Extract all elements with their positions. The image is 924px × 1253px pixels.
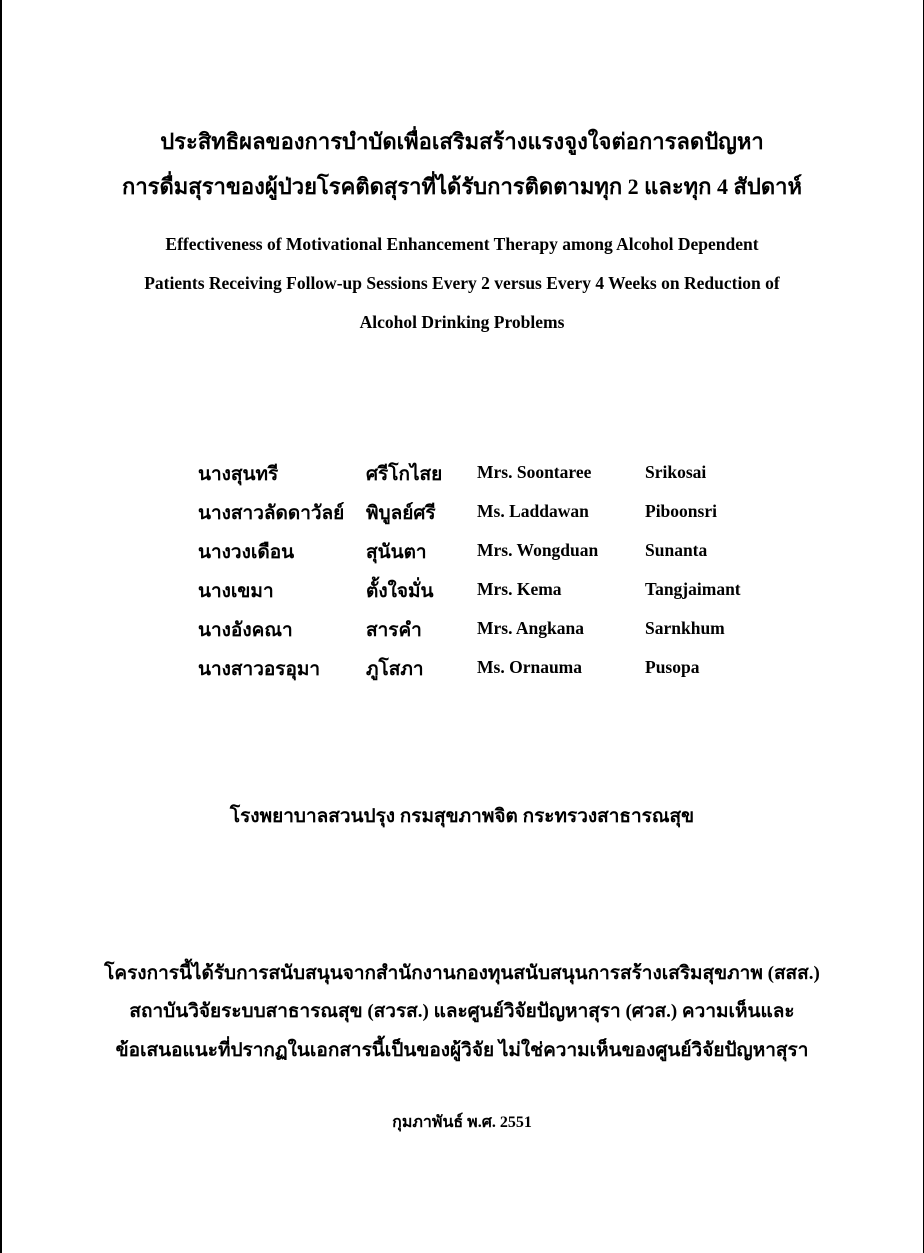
author-thai-first-name: นางสาวอรอุมา [198,659,321,680]
author-english-first-name: Mrs. Kema [477,579,562,599]
author-thai-first-name: นางอังคณา [198,620,293,641]
author-thai-last-name: ตั้งใจมั่น [366,581,434,602]
author-thai-last-name: ศรีโกไสย [366,464,443,485]
author-english-first-name: Mrs. Soontaree [477,462,592,482]
english-title-line-3: Alcohol Drinking Problems [359,312,565,332]
author-thai-first-name: นางสาวลัดดาวัลย์ [198,503,345,524]
author-thai-last-name: พิบูลย์ศรี [366,503,436,524]
author-english-last-name: Sarnkhum [645,618,725,638]
author-thai-last-name: สารคำ [366,620,422,641]
support-note-line-3: ข้อเสนอแนะที่ปรากฏในเอกสารนี้เป็นของผู้วิจัย ไม่ใช่ความเห็นของศูนย์วิจัยปัญหาสุรา [115,1040,809,1061]
english-title-line-2: Patients Receiving Follow-up Sessions Every 2 versus Every 4 Weeks on Reduction of [144,273,780,293]
author-english-last-name: Srikosai [645,462,707,482]
author-english-first-name: Ms. Ornauma [477,657,582,677]
author-thai-first-name: นางเขมา [198,581,274,602]
thai-title-line-1: ประสิทธิผลของการบำบัดเพื่อเสริมสร้างแรงจูงใจต่อการลดปัญหา [160,129,764,154]
author-english-first-name: Mrs. Wongduan [477,540,599,560]
organization-line: โรงพยาบาลสวนปรุง กรมสุขภาพจิต กระทรวงสาธารณสุข [229,806,695,827]
author-english-first-name: Ms. Laddawan [477,501,589,521]
author-english-last-name: Piboonsri [645,501,717,521]
english-title-line-1: Effectiveness of Motivational Enhancement Therapy among Alcohol Dependent [165,234,759,254]
publication-date: กุมภาพันธ์ พ.ศ. 2551 [392,1114,532,1131]
author-thai-last-name: สุนันตา [366,542,427,563]
author-english-last-name: Pusopa [645,657,700,677]
author-english-last-name: Tangjaimant [645,579,741,599]
author-english-last-name: Sunanta [645,540,708,560]
author-thai-first-name: นางวงเดือน [198,542,295,563]
author-thai-first-name: นางสุนทรี [198,464,279,485]
thai-title-line-2: การดื่มสุราของผู้ป่วยโรคติดสุราที่ได้รับการติดตามทุก 2 และทุก 4 สัปดาห์ [122,174,802,199]
support-note-line-2: สถาบันวิจัยระบบสาธารณสุข (สวรส.) และศูนย์วิจัยปัญหาสุรา (ศวส.) ความเห็นและ [129,1001,795,1022]
support-note-line-1: โครงการนี้ได้รับการสนับสนุนจากสำนักงานกองทุนสนับสนุนการสร้างเสริมสุขภาพ (สสส.) [104,963,820,984]
author-english-first-name: Mrs. Angkana [477,618,584,638]
author-thai-last-name: ภูโสภา [366,659,424,680]
